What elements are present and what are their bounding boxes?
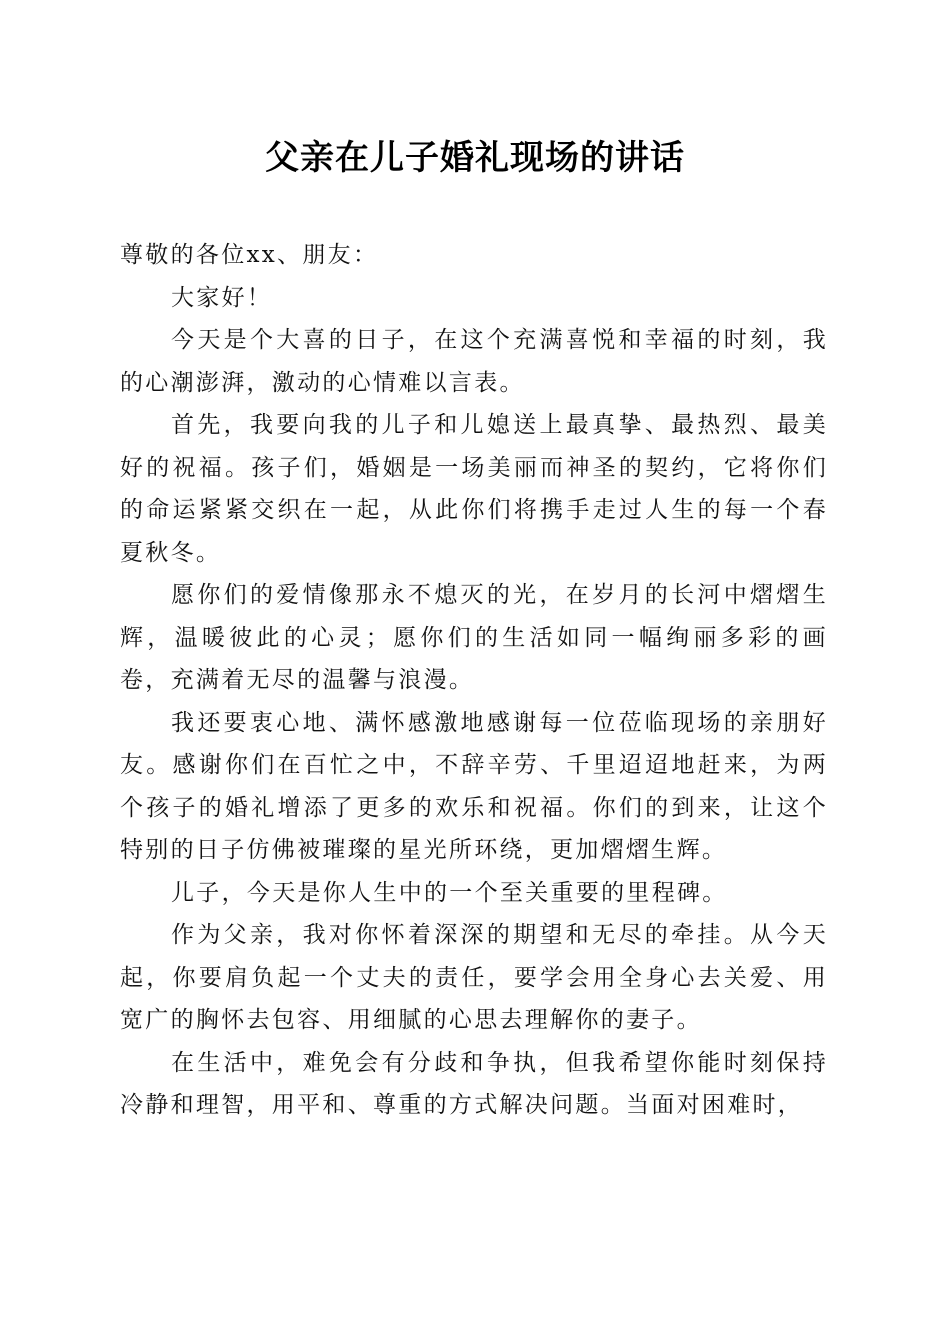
paragraph: 首先，我要向我的儿子和儿媳送上最真挚、最热烈、最美好的祝福。孩子们，婚姻是一场美丽而神圣的契约，它将你们的命运紧紧交织在一起，从此你们将携手走过人生的每一个春夏秋冬。 bbox=[120, 412, 828, 566]
paragraph: 我还要衷心地、满怀感激地感谢每一位莅临现场的亲朋好友。感谢你们在百忙之中，不辞辛劳、千里迢迢地赶来，为两个孩子的婚礼增添了更多的欢乐和祝福。你们的到来，让这个特别的日子仿佛被璀璨的星光所环绕，更加熠熠生辉。 bbox=[120, 709, 828, 863]
paragraph: 在生活中，难免会有分歧和争执，但我希望你能时刻保持冷静和理智，用平和、尊重的方式解决问题。当面对困难时， bbox=[120, 1049, 828, 1118]
paragraph: 大家好！ bbox=[171, 284, 273, 311]
document-title: 父亲在儿子婚礼现场的讲话 bbox=[265, 138, 685, 178]
paragraph: 作为父亲，我对你怀着深深的期望和无尽的牵挂。从今天起，你要肩负起一个丈夫的责任，要学会用全身心去关爱、用宽广的胸怀去包容、用细腻的心思去理解你的妻子。 bbox=[120, 922, 828, 1033]
salutation: 尊敬的各位xx、朋友： bbox=[120, 242, 379, 268]
document-body bbox=[120, 234, 828, 1127]
paragraph: 儿子，今天是你人生中的一个至关重要的里程碑。 bbox=[171, 879, 728, 906]
paragraph: 今天是个大喜的日子，在这个充满喜悦和幸福的时刻，我的心潮澎湃，激动的心情难以言表。 bbox=[120, 327, 828, 396]
paragraph: 愿你们的爱情像那永不熄灭的光，在岁月的长河中熠熠生辉，温暖彼此的心灵；愿你们的生活如同一幅绚丽多彩的画卷，充满着无尽的温馨与浪漫。 bbox=[120, 582, 828, 693]
